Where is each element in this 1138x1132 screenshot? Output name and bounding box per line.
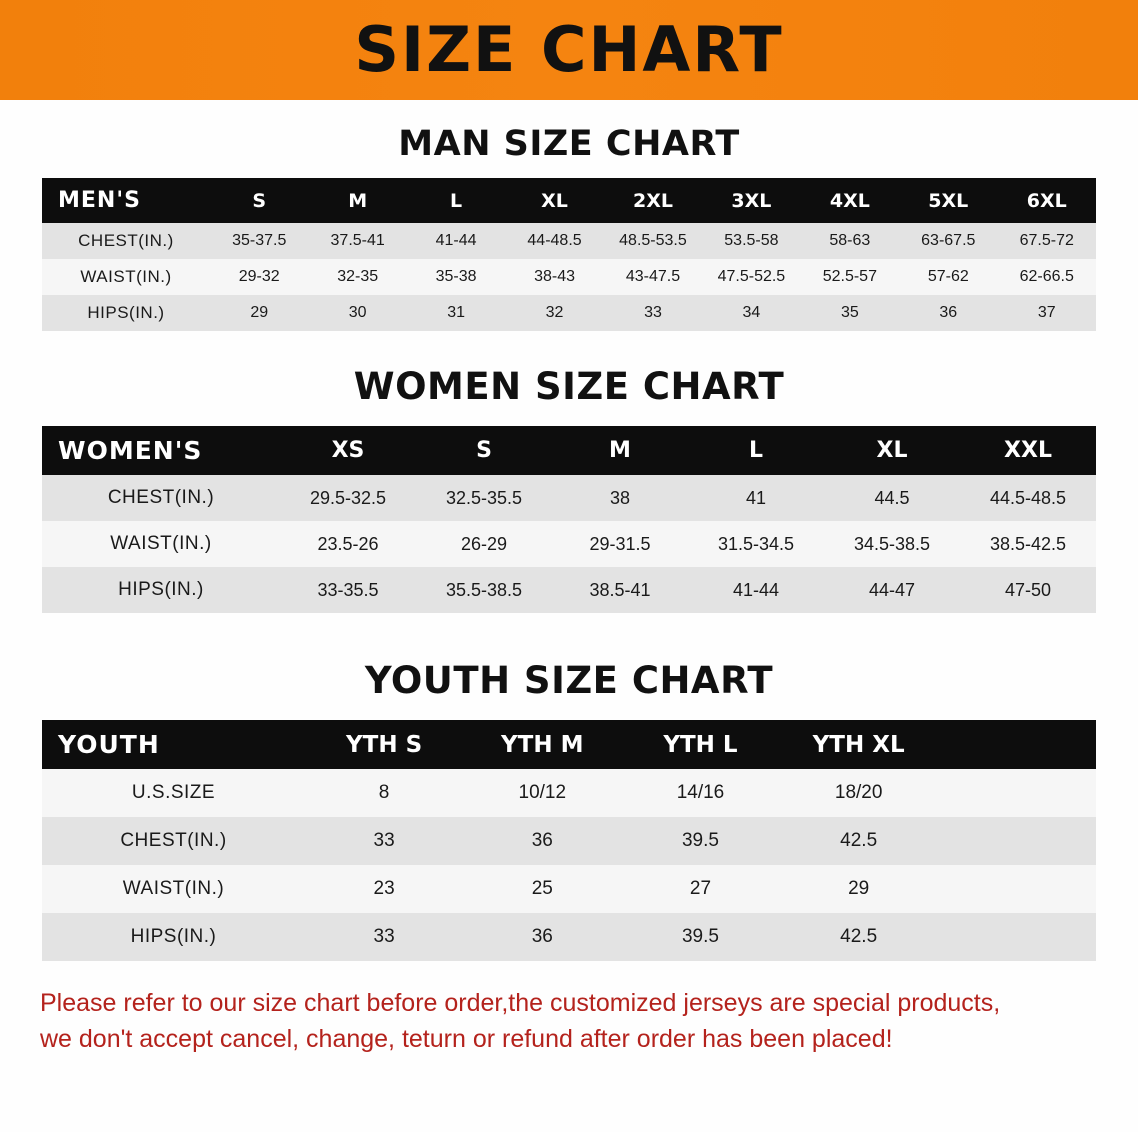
- table-cell: 35.5-38.5: [416, 567, 552, 613]
- table-cell: 23.5-26: [280, 521, 416, 567]
- table-cell: 47.5-52.5: [702, 259, 800, 295]
- table-cell: 41: [688, 475, 824, 521]
- table-cell: 8: [305, 769, 463, 817]
- man-col-6: 3XL: [702, 178, 800, 223]
- table-cell: 32-35: [308, 259, 406, 295]
- table-cell: 32: [505, 295, 603, 331]
- youth-col-2: YTH M: [463, 720, 621, 769]
- women-row-label-chest: CHEST(IN.): [42, 475, 280, 521]
- table-cell: 35-37.5: [210, 223, 308, 259]
- man-col-9: 6XL: [998, 178, 1097, 223]
- table-cell: 31.5-34.5: [688, 521, 824, 567]
- man-row-label-chest: CHEST(IN.): [42, 223, 210, 259]
- table-row: [42, 295, 1096, 331]
- table-cell: 34.5-38.5: [824, 521, 960, 567]
- table-cell: 26-29: [416, 521, 552, 567]
- table-cell: 32.5-35.5: [416, 475, 552, 521]
- man-table-wrap: [0, 178, 1138, 331]
- table-cell: 41-44: [688, 567, 824, 613]
- table-header-row: [42, 426, 1096, 475]
- table-cell: 44-48.5: [505, 223, 603, 259]
- table-cell: 29-32: [210, 259, 308, 295]
- table-cell: 33: [604, 295, 702, 331]
- table-cell: 25: [463, 865, 621, 913]
- table-cell: 33: [305, 913, 463, 961]
- women-table-wrap: [0, 426, 1138, 613]
- table-cell: 44-47: [824, 567, 960, 613]
- table-cell: 38.5-42.5: [960, 521, 1096, 567]
- man-size-table: [42, 178, 1096, 331]
- women-col-4: L: [688, 426, 824, 475]
- table-cell: 38: [552, 475, 688, 521]
- women-table-body: [42, 475, 1096, 613]
- table-cell: 34: [702, 295, 800, 331]
- man-row-label-waist: WAIST(IN.): [42, 259, 210, 295]
- table-cell: 41-44: [407, 223, 505, 259]
- table-cell: 42.5: [780, 913, 938, 961]
- table-cell: 14/16: [621, 769, 779, 817]
- table-cell: 38-43: [505, 259, 603, 295]
- man-table-body: [42, 223, 1096, 331]
- table-cell: 33-35.5: [280, 567, 416, 613]
- table-cell: 63-67.5: [899, 223, 997, 259]
- table-row: [42, 913, 1096, 961]
- table-cell: 31: [407, 295, 505, 331]
- table-header-row: [42, 178, 1096, 223]
- youth-col-3: YTH L: [621, 720, 779, 769]
- table-header-row: [42, 720, 1096, 769]
- table-cell-spacer: [938, 913, 1096, 961]
- table-cell: 27: [621, 865, 779, 913]
- youth-table-wrap: [0, 720, 1138, 961]
- youth-table-body: [42, 769, 1096, 961]
- man-corner-label: MEN'S: [42, 178, 210, 223]
- table-row: [42, 223, 1096, 259]
- youth-section-heading: YOUTH SIZE CHART: [364, 659, 774, 702]
- table-cell: 67.5-72: [998, 223, 1097, 259]
- youth-col-4: YTH XL: [780, 720, 938, 769]
- table-cell: 47-50: [960, 567, 1096, 613]
- table-cell: 29: [780, 865, 938, 913]
- table-cell: 10/12: [463, 769, 621, 817]
- women-col-1: XS: [280, 426, 416, 475]
- table-cell: 36: [463, 913, 621, 961]
- table-cell: 58-63: [801, 223, 899, 259]
- man-table-head: [42, 178, 1096, 223]
- table-cell: 35-38: [407, 259, 505, 295]
- youth-row-label-hips: HIPS(IN.): [42, 913, 305, 961]
- table-cell: 18/20: [780, 769, 938, 817]
- table-cell: 29.5-32.5: [280, 475, 416, 521]
- table-cell: 62-66.5: [998, 259, 1097, 295]
- man-col-7: 4XL: [801, 178, 899, 223]
- table-cell-spacer: [938, 865, 1096, 913]
- table-cell: 42.5: [780, 817, 938, 865]
- table-cell: 23: [305, 865, 463, 913]
- man-col-1: S: [210, 178, 308, 223]
- women-section-heading: WOMEN SIZE CHART: [353, 365, 785, 408]
- women-col-3: M: [552, 426, 688, 475]
- table-row: [42, 259, 1096, 295]
- table-cell: 39.5: [621, 913, 779, 961]
- table-cell: 35: [801, 295, 899, 331]
- policy-note-line-2: we don't accept cancel, change, teturn or refund after order has been placed!: [40, 1024, 893, 1053]
- man-col-3: L: [407, 178, 505, 223]
- table-row: [42, 865, 1096, 913]
- women-corner-label: WOMEN'S: [42, 426, 280, 475]
- women-col-5: XL: [824, 426, 960, 475]
- women-row-label-hips: HIPS(IN.): [42, 567, 280, 613]
- women-row-label-waist: WAIST(IN.): [42, 521, 280, 567]
- table-cell: 37.5-41: [308, 223, 406, 259]
- table-cell: 48.5-53.5: [604, 223, 702, 259]
- table-cell: 39.5: [621, 817, 779, 865]
- table-cell: 53.5-58: [702, 223, 800, 259]
- table-cell: 30: [308, 295, 406, 331]
- man-col-4: XL: [505, 178, 603, 223]
- women-table-head: [42, 426, 1096, 475]
- table-cell: 52.5-57: [801, 259, 899, 295]
- table-cell-spacer: [938, 769, 1096, 817]
- youth-corner-label: YOUTH: [42, 720, 305, 769]
- youth-row-label-chest: CHEST(IN.): [42, 817, 305, 865]
- man-col-5: 2XL: [604, 178, 702, 223]
- man-col-2: M: [308, 178, 406, 223]
- table-cell: 36: [463, 817, 621, 865]
- table-row: [42, 769, 1096, 817]
- table-cell: 33: [305, 817, 463, 865]
- table-cell: 29: [210, 295, 308, 331]
- table-row: [42, 817, 1096, 865]
- youth-table-head: [42, 720, 1096, 769]
- table-row: [42, 521, 1096, 567]
- table-cell: 36: [899, 295, 997, 331]
- page-title: SIZE CHART: [354, 13, 784, 86]
- table-cell: 38.5-41: [552, 567, 688, 613]
- table-row: [42, 475, 1096, 521]
- youth-col-spacer: [938, 720, 1096, 769]
- table-cell: 29-31.5: [552, 521, 688, 567]
- youth-row-label-ussize: U.S.SIZE: [42, 769, 305, 817]
- table-cell: 43-47.5: [604, 259, 702, 295]
- table-cell: 44.5: [824, 475, 960, 521]
- man-section-heading: MAN SIZE CHART: [398, 124, 740, 164]
- policy-note-line-1: Please refer to our size chart before order,the customized jerseys are special products,: [40, 989, 1001, 1017]
- youth-col-1: YTH S: [305, 720, 463, 769]
- table-cell-spacer: [938, 817, 1096, 865]
- man-row-label-hips: HIPS(IN.): [42, 295, 210, 331]
- man-col-8: 5XL: [899, 178, 997, 223]
- table-row: [42, 567, 1096, 613]
- women-col-2: S: [416, 426, 552, 475]
- table-cell: 37: [998, 295, 1097, 331]
- policy-note: [0, 987, 1138, 1057]
- women-col-6: XXL: [960, 426, 1096, 475]
- header-banner: [0, 0, 1138, 100]
- women-size-table: [42, 426, 1096, 613]
- youth-size-table: [42, 720, 1096, 961]
- youth-row-label-waist: WAIST(IN.): [42, 865, 305, 913]
- table-cell: 44.5-48.5: [960, 475, 1096, 521]
- table-cell: 57-62: [899, 259, 997, 295]
